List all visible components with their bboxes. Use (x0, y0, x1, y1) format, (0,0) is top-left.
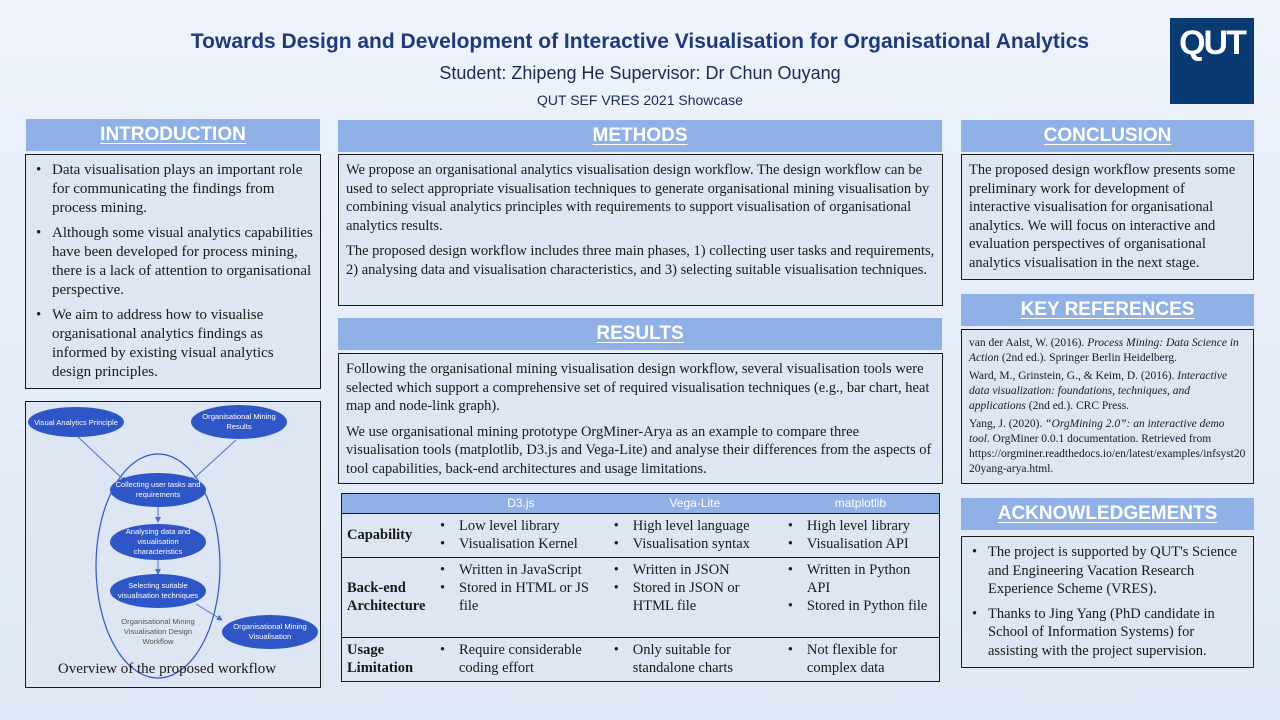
table-cell (434, 557, 608, 637)
list-item: • Visualisation API (785, 535, 936, 553)
node-organisational-mining-results (191, 405, 287, 439)
table-cell (434, 513, 608, 557)
svg-text:Collecting user tasks and: Collecting user tasks and (115, 480, 201, 489)
table-row (342, 557, 939, 637)
list-item: • Stored in JSON or HTML file (611, 579, 779, 615)
introduction-box (25, 154, 321, 389)
table-row (342, 637, 939, 681)
diagram-caption: Overview of the proposed workflow (57, 661, 277, 677)
svg-text:Organisational Mining: Organisational Mining (121, 617, 195, 626)
list-item: • Not flexible for complex data (785, 641, 936, 677)
methods-box (338, 154, 943, 306)
conclusion-box (961, 154, 1254, 280)
list-item: • Visualisation syntax (611, 535, 779, 553)
table-row (342, 513, 939, 557)
reference-item: Ward, M., Grinstein, G., & Keim, D. (2016). Interactive data visualization: foundations, techniques, and applications (2nd ed.). CRC Press. (969, 370, 1228, 412)
table-cell (434, 637, 608, 681)
list-item: • The project is supported by QUT's Science and Engineering Vacation Research Experience Scheme (VRES). (969, 543, 1246, 599)
workflow-label (121, 617, 194, 646)
svg-text:characteristics: characteristics (133, 547, 183, 556)
methods-paragraph: The proposed design workflow includes three main phases, 1) collecting user tasks and requirements, 2) analysing data and visualisation characteristics, and 3) selecting suitable visualisation techniques. (346, 243, 935, 278)
list-item: • Although some visual analytics capabilities have been developed for process mining, there is a lack of attention to organisational perspective. (33, 224, 313, 300)
list-item: • Data visualisation plays an important role for communicating the findings from process mining. (33, 161, 313, 218)
svg-text:Visualisation Design: Visualisation Design (123, 627, 193, 636)
node-selecting-techniques (110, 574, 206, 608)
introduction-heading: INTRODUCTION (26, 119, 320, 151)
column-header-vega-lite: Vega-Lite (608, 494, 782, 513)
node-organisational-mining-visualisation (222, 615, 318, 649)
table-header-row (342, 494, 939, 513)
column-header-d3: D3.js (434, 494, 608, 513)
methods-paragraph: We propose an organisational analytics visualisation design workflow. The design workflow can be used to select appropriate visualisation techniques to generate organisational mining visualisation by combining visual analytics principles with requirements to support visualisation of organisational analytics results. (346, 162, 930, 234)
references-heading: KEY REFERENCES (961, 294, 1254, 326)
list-item: • Stored in HTML or JS file (437, 579, 605, 615)
poster-subtitle: Student: Zhipeng He Supervisor: Dr Chun Ouyang (439, 63, 841, 83)
reference-item: van der Aalst, W. (2016). Process Mining: Data Science in Action (2nd ed.). Springer Berlin Heidelberg. (969, 337, 1239, 364)
table-cell (782, 637, 939, 681)
event-label: QUT SEF VRES 2021 Showcase (537, 92, 743, 108)
workflow-diagram-svg (26, 402, 319, 686)
acknowledgements-list (969, 543, 1246, 660)
node-analysing-data (110, 524, 206, 560)
list-item: • Only suitable for standalone charts (611, 641, 779, 677)
column-header-matplotlib: matplotlib (782, 494, 939, 513)
list-item: • Low level library (437, 517, 605, 535)
results-heading: RESULTS (338, 318, 942, 350)
arrow-results-to-collect (190, 440, 236, 482)
svg-text:Results: Results (226, 422, 252, 431)
table-corner (342, 494, 434, 513)
svg-text:Visual Analytics Principle: Visual Analytics Principle (34, 418, 118, 427)
list-item: • Written in JSON (611, 561, 779, 579)
list-item: • Written in JavaScript (437, 561, 605, 579)
row-label: Usage Limitation (347, 642, 414, 677)
methods-heading: METHODS (338, 120, 942, 152)
list-item: • Thanks to Jing Yang (PhD candidate in School of Information Systems) for assisting with the project supervision. (969, 605, 1246, 661)
conclusion-heading: CONCLUSION (961, 120, 1254, 152)
results-paragraph: Following the organisational mining visualisation design workflow, several visualisation tools were selected which support a comprehensive set of required visualisation techniques (e.g., bar chart, heat map and node-link graph). (346, 361, 930, 414)
row-label: Back-end Architecture (342, 557, 434, 637)
svg-text:Organisational Mining: Organisational Mining (233, 622, 307, 631)
reference-item: Yang, J. (2020). “OrgMining 2.0”: an interactive demo tool. OrgMiner 0.0.1 documentation. Retrieved from https://orgminer.readthedocs.io/en/latest/examples/infsyst2020yang-arya.html. (969, 418, 1246, 475)
svg-text:Visualisation: Visualisation (248, 632, 292, 641)
node-visual-analytics-principle (28, 407, 124, 437)
svg-text:visualisation techniques: visualisation techniques (117, 591, 199, 600)
introduction-list (33, 161, 313, 382)
table-cell (782, 557, 939, 637)
list-item: • We aim to address how to visualise organisational analytics findings as informed by existing visual analytics design principles. (33, 306, 313, 382)
arrow-principle-to-collect (78, 437, 126, 482)
svg-text:Organisational Mining: Organisational Mining (202, 412, 276, 421)
table-cell (608, 637, 782, 681)
svg-text:visualisation: visualisation (137, 537, 179, 546)
list-item: • High level library (785, 517, 936, 535)
list-item: • High level language (611, 517, 779, 535)
table-cell (608, 513, 782, 557)
table-cell (782, 513, 939, 557)
list-item: • Written in Python API (785, 561, 936, 597)
list-item: • Visualisation Kernel (437, 535, 605, 553)
poster-title: Towards Design and Development of Interactive Visualisation for Organisational Analytics (190, 30, 1090, 53)
arrow-select-to-visualisation (196, 604, 222, 620)
table-cell (608, 557, 782, 637)
list-item: • Stored in Python file (785, 597, 936, 615)
results-paragraph: We use organisational mining prototype OrgMiner-Arya as an example to compare three visualisation tools (matplotlib, D3.js and Vega-Lite) and analyse their differences from the aspects of tool capabilities, back-end architectures and usage limitations. (346, 423, 932, 477)
row-label: Capability (342, 513, 434, 557)
qut-logo: QUT (1170, 18, 1254, 104)
comparison-table (342, 494, 939, 681)
node-collecting-user-tasks (110, 473, 206, 507)
acknowledgements-heading: ACKNOWLEDGEMENTS (961, 498, 1254, 530)
workflow-diagram (25, 401, 321, 688)
svg-text:requirements: requirements (135, 490, 181, 499)
list-item: • Require considerable coding effort (437, 641, 605, 677)
svg-text:Analysing data and: Analysing data and (125, 527, 191, 536)
results-box (338, 353, 943, 484)
references-box (961, 329, 1254, 484)
svg-text:Selecting suitable: Selecting suitable (128, 581, 188, 590)
svg-text:Workflow: Workflow (142, 637, 174, 646)
acknowledgements-box (961, 536, 1254, 668)
conclusion-text: The proposed design workflow presents some preliminary work for development of interactive visualisation for organisational analytics. We will focus on interactive and evaluation perspectives of organisational analytics visualisation in the next stage. (969, 162, 1236, 271)
